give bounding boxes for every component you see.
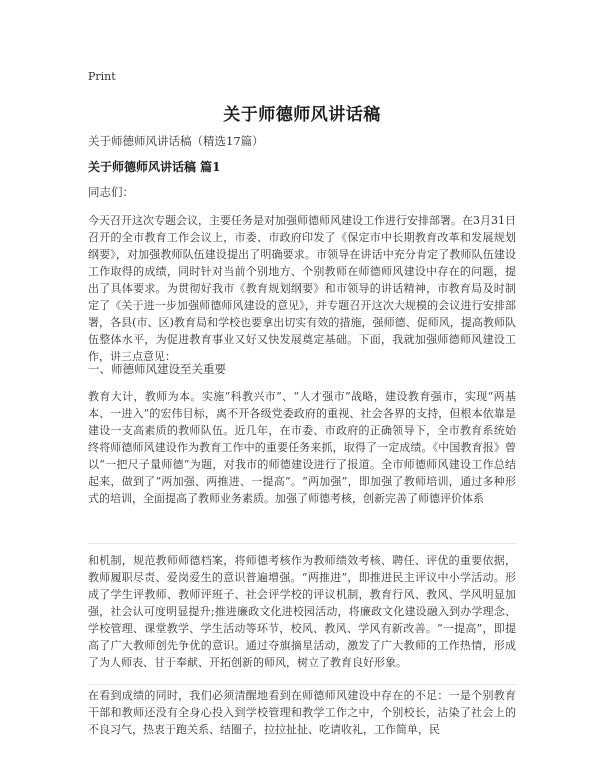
paragraph-body-1: 教育大计，教师为本。实施“科教兴市”、“人才强市”战略，建设教育强市，实现“两基本、一进入”的宏伟目标，离不开各级党委政府的重视、社会各界的支持，但根本依靠是建设一支高素质的教师队伍。近几年，在市委、市政府的正确领导下，全市教育系统始终将师德师风建设作为教育工作中的重要任务来抓，取得了一定成绩。《中国教育报》曾以“一把尺子量师德”为题，对我市的师德建设进行了报道。全市师德师风建设工作总结起来，做到了“两加强、两推进、一提高”。“两加强”，即加强了教师培训，通过多种形式的培训，全面提高了教师业务素质。加强了师德考核，创新完善了师德评价体系 [88, 390, 516, 505]
page-divider [88, 684, 516, 685]
print-link[interactable]: Print [88, 70, 116, 83]
section-heading: 关于师德师风讲话稿 篇1 [88, 160, 221, 174]
document-subtitle: 关于师德师风讲话稿（精选17篇） [88, 134, 264, 148]
paragraph-intro: 今天召开这次专题会议，主要任务是对加强师德师风建设工作进行安排部署。在3月31日召开的全市教育工作会议上，市委、市政府印发了《保定市中长期教育改革和发展规划纲要》，对加强教师队伍建设提出了明确要求。市领导在讲话中充分肯定了教师队伍建设工作取得的成绩，同时针对当前个别地方、个别教师在师德师风建设中存在的问题，提出了具体要求。为贯彻好我市《教育规划纲要》和市领导的讲话精神，市教育局及时制定了《关于进一步加强师德师风建设的意见》，并专题召开这次大规模的会议进行安排部署，各县(市、区)教育局和学校也要拿出切实有效的措施，强师德、促师风，提高教师队伍整体水平，为促进教育事业又好又快发展奠定基础。下面，我就加强师德师风建设工作，讲三点意见： [88, 214, 516, 363]
greeting: 同志们： [88, 185, 134, 199]
page-title: 关于师德师风讲话稿 [223, 105, 381, 125]
paragraph-body-3: 在看到成绩的同时，我们必须清醒地看到在师德师风建设中存在的不足：一是个别教育干部和教师还没有全身心投入到学校管理和教学工作之中，个别校长，沾染了社会上的不良习气，热衷于跑关系、结圈子，拉拉扯扯、吃请收礼，工作简单，民 [88, 689, 516, 736]
page-divider [88, 543, 516, 544]
subsection-heading: 一、师德师风建设至关重要 [88, 362, 226, 376]
paragraph-body-2: 和机制，规范教师师德档案，将师德考核作为教师绩效考核、聘任、评优的重要依据，教师履职尽责、爱岗爱生的意识普遍增强。“两推进”，即推进民主评议中小学活动。形成了学生评教师、教师评班子、社会评学校的评议机制，教育行风、教风、学风明显加强，社会认可度明显提升;推进廉政文化进校园活动，将廉政文化建设融入到办学理念、学校管理、课堂教学、学生活动等环节，校风、教风、学风有新改善。“一提高”，即提高了广大教师创先争优的意识。通过夺旗摘星活动，激发了广大教师的工作热情，形成了为人师表、甘于奉献、开拓创新的师风，树立了教育良好形象。 [88, 554, 516, 669]
